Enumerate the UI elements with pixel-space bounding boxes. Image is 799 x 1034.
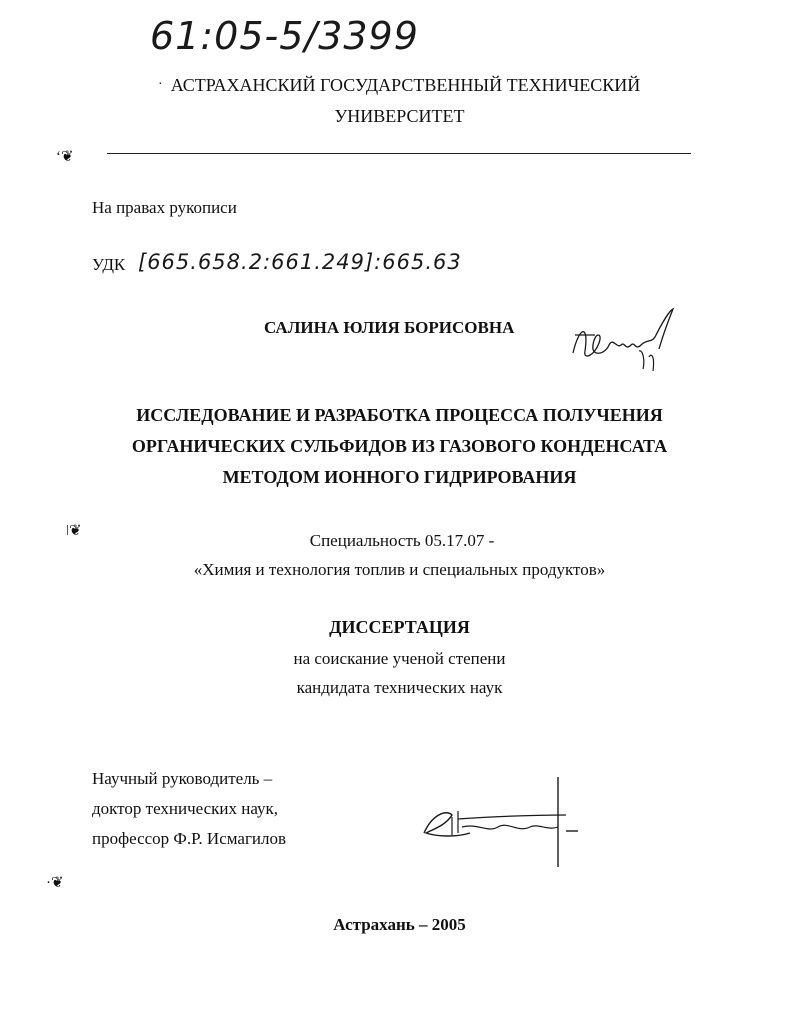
supervisor-signature bbox=[418, 775, 593, 870]
handwritten-archive-code: 61:05-5/3399 bbox=[150, 14, 419, 58]
degree-line2: кандидата технических наук bbox=[296, 678, 503, 697]
margin-mark-icon: ǀ❦ bbox=[66, 523, 82, 539]
udk-label: УДК bbox=[92, 255, 126, 274]
margin-mark-icon: ·❦ bbox=[46, 875, 64, 891]
bullet-dot: · bbox=[158, 77, 163, 92]
author-signature bbox=[565, 305, 680, 375]
supervisor-line1: Научный руководитель – bbox=[92, 769, 273, 788]
header-divider bbox=[107, 153, 691, 154]
udk-handwritten-value: [665.658.2:661.249]:665.63 bbox=[138, 250, 462, 274]
place-and-year: Астрахань – 2005 bbox=[333, 915, 466, 934]
supervisor-line2: доктор технических наук, bbox=[92, 799, 279, 818]
title-line3: МЕТОДОМ ИОННОГО ГИДРИРОВАНИЯ bbox=[222, 467, 577, 487]
specialty-name: «Химия и технология топлив и специальных продуктов» bbox=[193, 560, 606, 579]
title-line1: ИССЛЕДОВАНИЕ И РАЗРАБОТКА ПРОЦЕССА ПОЛУЧЕНИЯ bbox=[136, 405, 663, 425]
university-name-line2: УНИВЕРСИТЕТ bbox=[334, 106, 465, 126]
degree-line1: на соискание ученой степени bbox=[293, 649, 506, 668]
margin-mark-icon: ʻ❦ bbox=[56, 149, 74, 165]
dissertation-heading: ДИССЕРТАЦИЯ bbox=[329, 617, 470, 637]
university-name-line1: АСТРАХАНСКИЙ ГОСУДАРСТВЕННЫЙ ТЕХНИЧЕСКИЙ bbox=[170, 75, 641, 95]
specialty-code: Специальность 05.17.07 - bbox=[309, 531, 495, 550]
author-name: САЛИНА ЮЛИЯ БОРИСОВНА bbox=[264, 318, 515, 337]
manuscript-note: На правах рукописи bbox=[92, 198, 237, 217]
supervisor-line3: профессор Ф.Р. Исмагилов bbox=[92, 829, 287, 848]
title-line2: ОРГАНИЧЕСКИХ СУЛЬФИДОВ ИЗ ГАЗОВОГО КОНДЕНСАТА bbox=[131, 436, 668, 456]
